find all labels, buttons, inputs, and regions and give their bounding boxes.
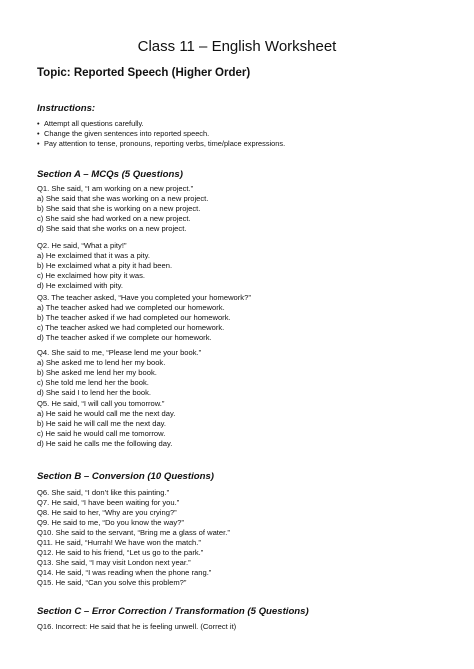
option: a) She asked me to lend her my book. xyxy=(37,358,166,367)
section-c-heading: Section C – Error Correction / Transformation (5 Questions) xyxy=(37,606,309,617)
question-q6: Q6. She said, “I don’t like this painting.” xyxy=(37,488,170,497)
option: d) The teacher asked if we complete our homework. xyxy=(37,333,212,342)
question-q15: Q15. He said, “Can you solve this problem?” xyxy=(37,578,187,587)
option: a) She said that she was working on a new project. xyxy=(37,194,209,203)
option: c) She said she had worked on a new project. xyxy=(37,214,191,223)
option: a) He exclaimed that it was a pity. xyxy=(37,251,150,260)
option: a) The teacher asked had we completed our homework. xyxy=(37,303,225,312)
page-title: Class 11 – English Worksheet xyxy=(137,38,337,55)
option: d) He exclaimed with pity. xyxy=(37,281,123,290)
option: d) She said that she works on a new project. xyxy=(37,224,187,233)
question-q1: Q1. She said, “I am working on a new project.” xyxy=(37,184,194,193)
instruction-item: • Pay attention to tense, pronouns, reporting verbs, time/place expressions. xyxy=(37,139,286,148)
option: a) He said he would call me the next day. xyxy=(37,409,176,418)
option: c) She told me lend her the book. xyxy=(37,378,149,387)
question-q2: Q2. He said, “What a pity!” xyxy=(37,241,127,250)
question-q8: Q8. He said to her, “Why are you crying?” xyxy=(37,508,177,517)
question-q7: Q7. He said, “I have been waiting for you.” xyxy=(37,498,180,507)
option: d) She said I to lend her the book. xyxy=(37,388,151,397)
instruction-item: • Attempt all questions carefully. xyxy=(37,119,144,128)
option: c) He said he would call me tomorrow. xyxy=(37,429,166,438)
option: d) He said he calls me the following day. xyxy=(37,439,173,448)
question-q4: Q4. She said to me, “Please lend me your book.” xyxy=(37,348,202,357)
option: b) She said that she is working on a new project. xyxy=(37,204,201,213)
option: c) The teacher asked we had completed our homework. xyxy=(37,323,225,332)
question-q9: Q9. He said to me, “Do you know the way?” xyxy=(37,518,184,527)
option: b) He exclaimed what a pity it had been. xyxy=(37,261,173,270)
question-q16: Q16. Incorrect: He said that he is feeling unwell. (Correct it) xyxy=(37,622,237,631)
section-a-heading: Section A – MCQs (5 Questions) xyxy=(37,169,183,180)
option: b) The teacher asked if we had completed our homework. xyxy=(37,313,231,322)
question-q12: Q12. He said to his friend, “Let us go to the park.” xyxy=(37,548,204,557)
option: b) He said he will call me the next day. xyxy=(37,419,167,428)
option: c) He exclaimed how pity it was. xyxy=(37,271,146,280)
instruction-item: • Change the given sentences into reported speech. xyxy=(37,129,210,138)
option: b) She asked me lend her my book. xyxy=(37,368,157,377)
question-q10: Q10. She said to the servant, “Bring me a glass of water.” xyxy=(37,528,230,537)
question-q11: Q11. He said, “Hurrah! We have won the match.” xyxy=(37,538,201,547)
question-q3: Q3. The teacher asked, “Have you completed your homework?” xyxy=(37,293,251,302)
topic-heading: Topic: Reported Speech (Higher Order) xyxy=(37,67,251,79)
section-b-heading: Section B – Conversion (10 Questions) xyxy=(37,471,214,482)
question-q5: Q5. He said, “I will call you tomorrow.” xyxy=(37,399,165,408)
question-q13: Q13. She said, “I may visit London next year.” xyxy=(37,558,191,567)
question-q14: Q14. He said, “I was reading when the phone rang.” xyxy=(37,568,212,577)
instructions-heading: Instructions: xyxy=(37,103,96,114)
